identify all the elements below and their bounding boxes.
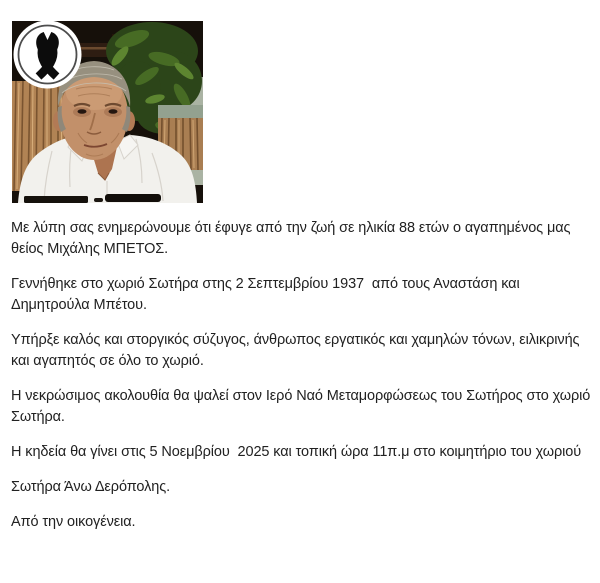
text-line: Σωτήρα Άνω Δερόπολης. <box>11 479 171 495</box>
text-line: Η νεκρώσιμος ακολουθία θα ψαλεί στον Ιερό Ναό Μεταμορφώσεως του Σωτήρος στο χωριό <box>11 388 591 404</box>
text-line: Με λύπη σας ενημερώνουμε ότι έφυγε από την ζωή σε ηλικία 88 ετών ο αγαπημένος μας <box>11 220 571 236</box>
announcement-paragraph-family <box>11 512 587 533</box>
mourning-ribbon-icon <box>36 31 59 77</box>
announcement-paragraph-birth <box>11 274 587 316</box>
seat-band-right <box>158 105 203 119</box>
text-line: Από την οικογένεια. <box>11 514 136 530</box>
announcement-text <box>11 218 591 547</box>
announcement-paragraph-character <box>11 330 587 372</box>
text-line: και αγαπητός σε όλο το χωριό. <box>11 353 204 369</box>
announcement-paragraph-service <box>11 386 591 428</box>
text-line: Γεννήθηκε στο χωριό Σωτήρα στης 2 Σεπτεμβρίου 1937 από τους Αναστάση και <box>11 276 520 292</box>
text-line: Σωτήρα. <box>11 409 65 425</box>
text-line: θείος Μιχάλης ΜΠΕΤΟΣ. <box>11 241 169 257</box>
announcement-paragraph-funeral <box>11 442 587 463</box>
text-line: Η κηδεία θα γίνει στις 5 Νοεμβρίου 2025 και τοπική ώρα 11π.μ στο κοιμητήριο του χωριού <box>11 444 582 460</box>
text-line: Υπήρξε καλός και στοργικός σύζυγος, άνθρωπος εργατικός και χαμηλών τόνων, ειλικρινής <box>11 332 580 348</box>
announcement-paragraph-intro <box>11 218 587 260</box>
mourning-badge <box>13 20 82 89</box>
text-line: Δημητρούλα Μπέτου. <box>11 297 147 313</box>
deceased-photo <box>12 21 203 203</box>
announcement-paragraph-location <box>11 477 587 498</box>
